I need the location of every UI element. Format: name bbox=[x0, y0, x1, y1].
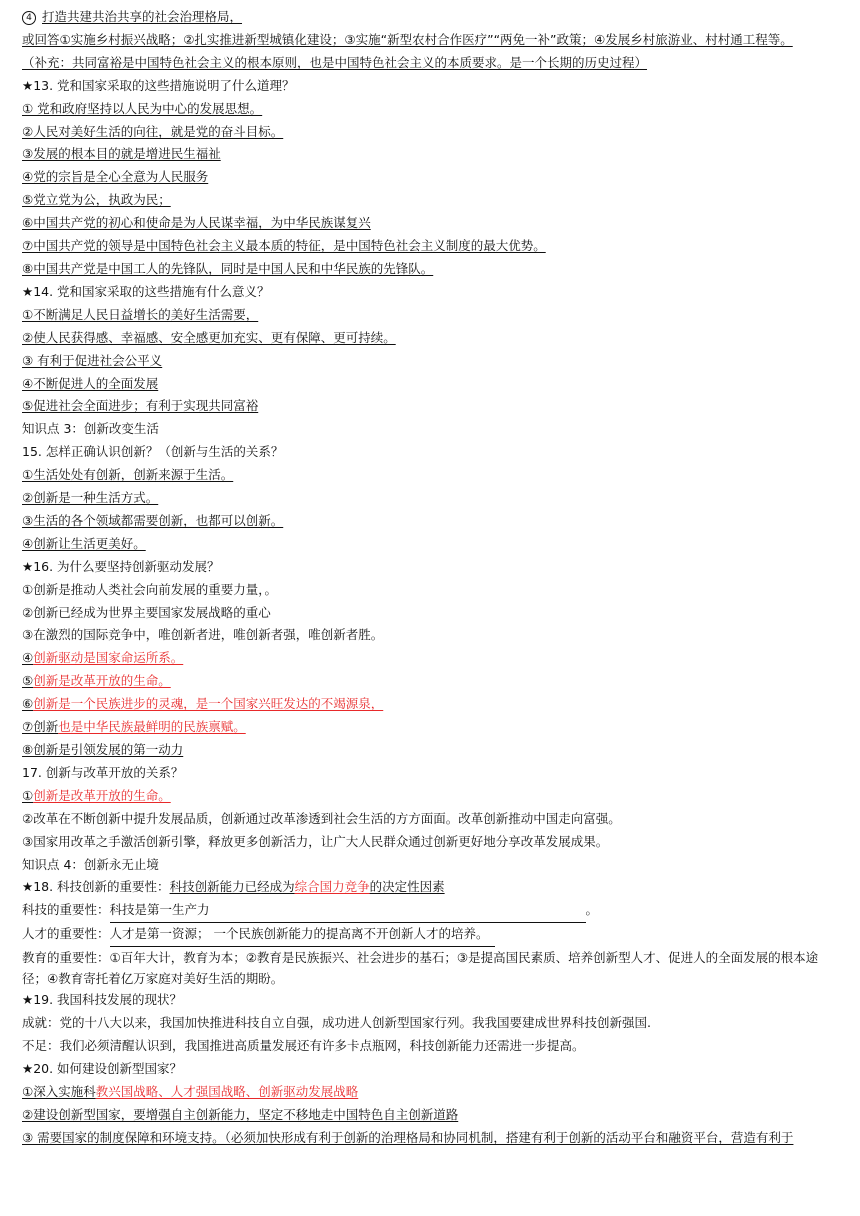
line-text: ③发展的根本目的就是增进民生福祉 bbox=[22, 146, 221, 162]
line-text: ⑧创新是引领发展的第一动力 bbox=[22, 742, 184, 757]
document-line bbox=[22, 602, 838, 625]
document-line bbox=[22, 624, 838, 647]
line-text: ⑤党立党为公，执政为民； bbox=[22, 192, 171, 208]
document-line bbox=[22, 258, 838, 281]
line-text: ②使人民获得感、幸福感、安全感更加充实、更有保障、更可持续。 bbox=[22, 329, 396, 345]
line-text: 17. 创新与改革开放的关系？ bbox=[22, 764, 184, 780]
line-text: 知识点 4：创新永无止境 bbox=[22, 856, 159, 872]
line-text: ③生活的各个领域都需要创新，也都可以创新。 bbox=[22, 512, 284, 528]
document-line bbox=[22, 556, 838, 579]
question-lead: ★18. 科技创新的重要性： bbox=[22, 879, 170, 895]
document-line bbox=[22, 304, 838, 327]
answer-text: 科技创新能力已经成为 bbox=[169, 879, 295, 895]
line-text: ③ 有利于促进社会公平义 bbox=[22, 352, 163, 368]
document-line bbox=[22, 281, 838, 304]
document-line bbox=[22, 6, 838, 29]
line-text: ①不断满足人民日益增长的美好生活需要， bbox=[22, 306, 259, 322]
line-text: 教育的重要性：①百年大计，教育为本；②教育是民族振兴、社会进步的基石；③是提高国民素质、培养创新型人才、促进人的全面发展的根本途径；④教育寄托着亿万家庭对美好生活的期盼。 bbox=[22, 950, 819, 987]
line-text: ④不断促进人的全面发展 bbox=[22, 375, 159, 391]
line-text: 也是中华民族最鲜明的民族禀赋。 bbox=[58, 719, 246, 735]
document-line bbox=[22, 899, 838, 923]
document-line bbox=[22, 854, 838, 877]
line-text: 创新驱动是国家命运所系。 bbox=[33, 650, 184, 666]
line-text: ②人民对美好生活的向往，就是党的奋斗目标。 bbox=[22, 123, 284, 139]
document-line bbox=[22, 1127, 838, 1150]
field-label: 科技的重要性： bbox=[22, 902, 110, 918]
line-text: ⑧中国共产党是中国工人的先锋队，同时是中国人民和中华民族的先锋队。 bbox=[22, 260, 434, 276]
line-text: ②建设创新型国家，要增强自主创新能力，坚定不移地走中国特色自主创新道路 bbox=[22, 1106, 459, 1122]
document-line bbox=[22, 831, 838, 854]
line-text: ④党的宗旨是全心全意为人民服务 bbox=[22, 169, 209, 185]
line-text: 或回答①实施乡村振兴战略；②扎实推进新型城镇化建设；③实施“新型农村合作医疗”“两免一补”政策；④发展乡村旅游业、村村通工程等。 bbox=[22, 31, 793, 47]
document-line bbox=[22, 762, 838, 785]
document-line bbox=[22, 52, 838, 75]
document-line bbox=[22, 441, 838, 464]
document-line bbox=[22, 487, 838, 510]
line-text: ⑦中国共产党的领导是中国特色社会主义最本质的特征，是中国特色社会主义制度的最大优势。 bbox=[22, 238, 546, 254]
document-line bbox=[22, 1058, 838, 1081]
line-text: 知识点 3：创新改变生活 bbox=[22, 421, 159, 437]
document-line bbox=[22, 464, 838, 487]
document-line bbox=[22, 235, 838, 258]
line-text: ①生活处处有创新，创新来源于生活。 bbox=[22, 467, 234, 483]
line-text: ★14. 党和国家采取的这些措施有什么意义？ bbox=[22, 283, 270, 299]
fill-blank: 科技是第一生产力 bbox=[110, 899, 586, 923]
line-text: ① 党和政府坚持以人民为中心的发展思想。 bbox=[22, 100, 263, 116]
document-line bbox=[22, 876, 838, 899]
document-line bbox=[22, 510, 838, 533]
document-line bbox=[22, 327, 838, 350]
line-text: ★20. 如何建设创新型国家？ bbox=[22, 1060, 183, 1076]
fill-blank: 人才是第一资源； 一个民族创新能力的提高离不开创新人才的培养。 bbox=[110, 923, 495, 947]
document-line bbox=[22, 418, 838, 441]
line-prefix: ① bbox=[22, 787, 34, 803]
document-line bbox=[22, 693, 838, 716]
line-text: ①创新是推动人类社会向前发展的重要力量，。 bbox=[22, 581, 277, 597]
line-text: ③在激烈的国际竞争中，唯创新者进，唯创新者强，唯创新者胜。 bbox=[22, 627, 384, 643]
line-prefix: ⑥ bbox=[22, 696, 34, 712]
line-text: ②创新已经成为世界主要国家发展战略的重心 bbox=[22, 604, 271, 620]
document-line bbox=[22, 533, 838, 556]
document-line bbox=[22, 29, 838, 52]
line-text: ⑤促进社会全面进步；有利于实现共同富裕 bbox=[22, 398, 259, 414]
document-line bbox=[22, 1081, 838, 1104]
document-line bbox=[22, 121, 838, 144]
line-text: 不足：我们必须清醒认识到，我国推进高质量发展还有许多卡点瓶网，科技创新能力还需进一步提高。 bbox=[22, 1037, 585, 1053]
document-line bbox=[22, 739, 838, 762]
document-line bbox=[22, 947, 838, 989]
document-line bbox=[22, 1035, 838, 1058]
line-text: 成就：党的十八大以来，我国加快推进科技自立自强，成功进人创新型国家行列。我我国要建成世界科技创新强国. bbox=[22, 1015, 651, 1031]
line-prefix: ⑦创新 bbox=[22, 719, 59, 735]
line-prefix: ⑤ bbox=[22, 673, 34, 689]
document-line bbox=[22, 350, 838, 373]
document-line bbox=[22, 670, 838, 693]
line-text: ★19. 我国科技发展的现状？ bbox=[22, 992, 183, 1008]
line-text: 打造共建共治共享的社会治理格局， bbox=[42, 9, 243, 24]
answer-text: 的决定性因素 bbox=[369, 879, 445, 895]
document-line bbox=[22, 989, 838, 1012]
line-text: ③ 需要国家的制度保障和环境支持。（必须加快形成有利于创新的治理格局和协同机制，搭建有利于创新的活动平台和融资平台，营造有利于 bbox=[22, 1129, 794, 1145]
document-line bbox=[22, 98, 838, 121]
answer-text: ①深入实施科 bbox=[22, 1083, 96, 1099]
document-line bbox=[22, 808, 838, 831]
document-line bbox=[22, 647, 838, 670]
document-line bbox=[22, 166, 838, 189]
line-text: ★13. 党和国家采取的这些措施说明了什么道理？ bbox=[22, 77, 295, 93]
document-line bbox=[22, 395, 838, 418]
line-text: （补充：共同富裕是中国特色社会主义的根本原则，也是中国特色社会主义的本质要求。是一个长期的历史过程） bbox=[22, 54, 648, 70]
highlight-text: 综合国力竞争 bbox=[294, 879, 370, 895]
document-line bbox=[22, 923, 838, 947]
line-text: ⑥中国共产党的初心和使命是为人民谋幸福，为中华民族谋复兴 bbox=[22, 215, 371, 231]
circled-number: 4 bbox=[22, 11, 36, 25]
line-text: 创新是改革开放的生命。 bbox=[33, 787, 171, 803]
line-text: ②创新是一种生活方式。 bbox=[22, 490, 159, 506]
field-label: 人才的重要性： bbox=[22, 926, 110, 942]
document-line bbox=[22, 143, 838, 166]
document-line bbox=[22, 212, 838, 235]
line-text: 创新是一个民族进步的灵魂，是一个国家兴旺发达的不竭源泉， bbox=[33, 696, 384, 712]
line-text: ③国家用改革之手激活创新引擎，释放更多创新活力，让广大人民群众通过创新更好地分享改革发展成果。 bbox=[22, 833, 609, 849]
document-line bbox=[22, 373, 838, 396]
document-line bbox=[22, 785, 838, 808]
line-text: 15. 怎样正确认识创新？（创新与生活的关系？ bbox=[22, 444, 284, 460]
document-line bbox=[22, 1104, 838, 1127]
document-line bbox=[22, 189, 838, 212]
highlight-text: 教兴国战略、人才强国战略、创新驱动发展战略 bbox=[95, 1083, 359, 1099]
line-text: ②改革在不断创新中提升发展品质，创新通过改革渗透到社会生活的方方面面。改革创新推动中国走向富强。 bbox=[22, 810, 621, 826]
document-line bbox=[22, 579, 838, 602]
line-text: ④创新让生活更美好。 bbox=[22, 535, 146, 551]
document-line bbox=[22, 1012, 838, 1035]
line-prefix: ④ bbox=[22, 650, 34, 666]
document-line bbox=[22, 75, 838, 98]
document-line bbox=[22, 716, 838, 739]
line-tail: 。 bbox=[585, 902, 599, 918]
line-text: ★16. 为什么要坚持创新驱动发展？ bbox=[22, 558, 220, 574]
line-text: 创新是改革开放的生命。 bbox=[33, 673, 171, 689]
